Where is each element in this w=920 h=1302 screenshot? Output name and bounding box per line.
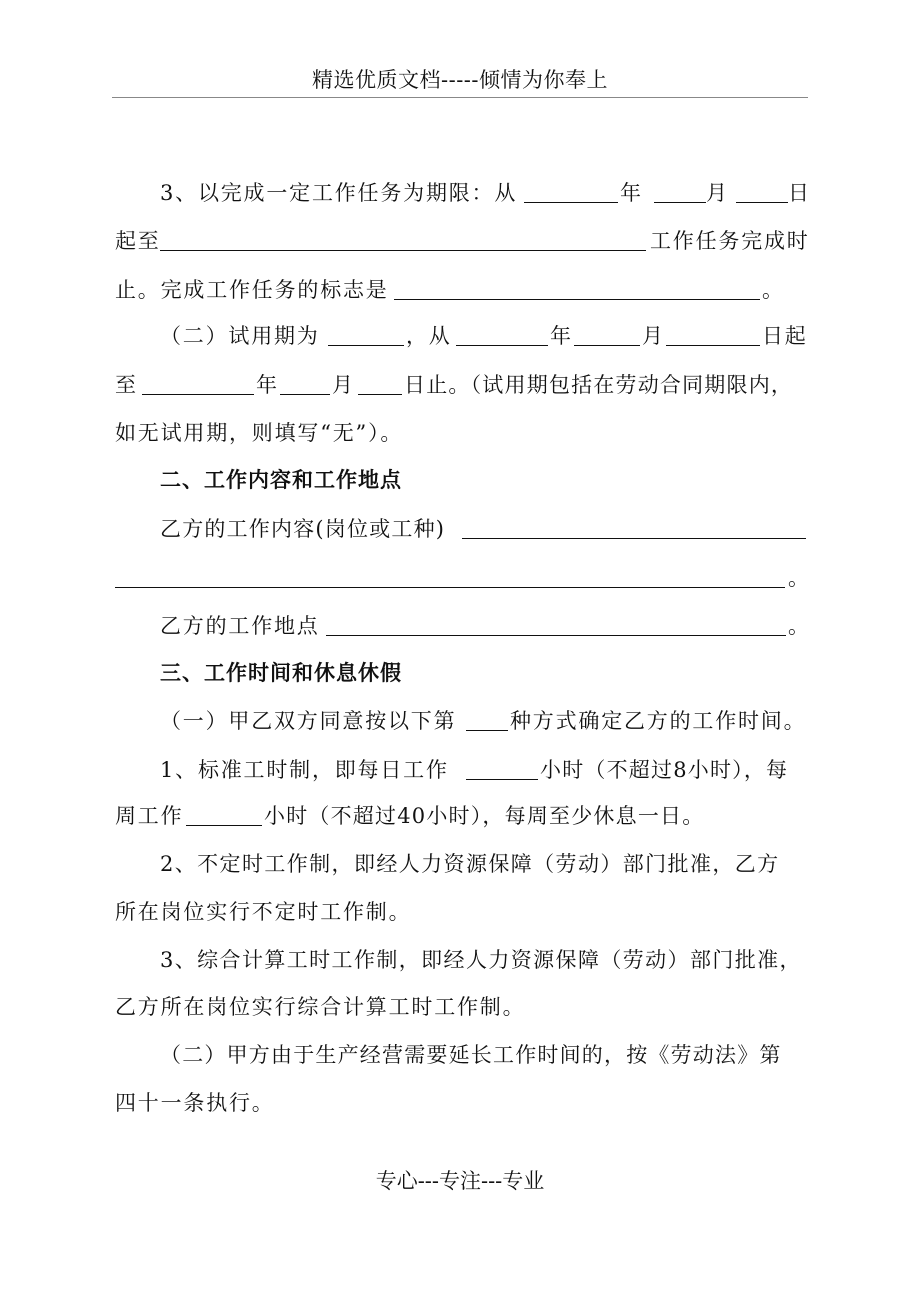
text: 。 [762,278,785,302]
comprehensive-hours-line-1 [0,945,920,975]
text: 月 [332,373,355,397]
text: 乙方所在岗位实行综合计算工时工作制。 [115,995,526,1019]
heading-text: 二、工作内容和工作地点 [160,467,402,492]
blank-day [736,202,788,203]
text: 1、标准工时制，即每日工作 [160,758,449,782]
page-footer: 专心---专注---专业 [375,1169,545,1193]
text: 日 [788,181,811,205]
text: 起至 [115,229,161,253]
probation-line-2 [0,370,920,400]
text: 所在岗位实行不定时工作制。 [115,900,412,924]
work-location-line [0,611,920,641]
blank-month [574,345,640,346]
text: 2、不定时工作制，即经人力资源保障（劳动）部门批准，乙方 [160,852,780,876]
blank-year [142,394,254,395]
flexible-hours-line-2 [0,897,920,927]
text: 四十一条执行。 [115,1091,275,1115]
text: 乙方的工作内容(岗位或工种) [160,517,446,541]
job-content-line-1 [0,514,920,544]
overtime-line-1 [0,1040,920,1070]
blank-daily-hours [466,779,538,780]
text: （二）试用期为 [160,324,320,348]
text: 如无试用期，则填写“无”）。 [115,421,404,445]
clause-3-line-1 [0,178,920,208]
overtime-line-2 [0,1088,920,1118]
text: 。 [788,566,811,590]
text: 月 [706,181,729,205]
text: 止。完成工作任务的标志是 [115,278,389,302]
blank-month [280,394,330,395]
heading-text: 三、工作时间和休息休假 [160,660,402,685]
flexible-hours-line-1 [0,849,920,879]
blank-year [456,345,548,346]
standard-hours-line-2 [0,801,920,831]
blank-job-content-cont [115,587,785,588]
header-divider [112,97,808,98]
blank-end-date [160,250,646,251]
blank-month [654,202,706,203]
text: 3、以完成一定工作任务为期限：从 [160,181,518,205]
text: 年 [550,324,573,348]
job-content-line-2 [0,563,920,593]
text: 种方式确定乙方的工作时间。 [510,709,807,733]
text: ，从 [406,324,452,348]
blank-probation [328,345,404,346]
page-header: 精选优质文档-----倾情为你奉上 [312,68,608,92]
text: 乙方的工作地点 [160,614,320,638]
text: 年 [620,181,643,205]
blank-day [358,394,402,395]
blank-task-mark [394,299,760,300]
text: 。 [788,614,811,638]
text: 至 [115,373,138,397]
text: 日起 [762,324,808,348]
text: 月 [642,324,665,348]
blank-job-content [462,538,806,539]
blank-weekly-hours [186,825,262,826]
standard-hours-line-1 [0,755,920,785]
probation-line-1 [0,321,920,351]
text: 日止。（试用期包括在劳动合同期限内， [404,373,794,397]
comprehensive-hours-line-2 [0,992,920,1022]
text: 工作任务完成时 [650,229,810,253]
text: 3、综合计算工时工作制，即经人力资源保障（劳动）部门批准， [160,948,802,972]
text: 年 [256,373,279,397]
blank-day [666,345,760,346]
clause-3-line-3 [0,275,920,305]
probation-line-3 [0,418,920,448]
text: 小时（不超过40小时），每周至少休息一日。 [264,804,705,828]
blank-year [524,202,618,203]
text: （二）甲方由于生产经营需要延长工作时间的，按《劳动法》第 [160,1043,782,1067]
section-heading-3 [0,658,920,688]
blank-work-location [326,635,786,636]
section-heading-2 [0,465,920,495]
text: 小时（不超过8小时），每 [540,758,789,782]
blank-method-no [466,730,508,731]
work-time-intro [0,706,920,736]
clause-3-line-2 [0,226,920,256]
text: （一）甲乙双方同意按以下第 [160,709,457,733]
text: 周工作 [115,804,184,828]
